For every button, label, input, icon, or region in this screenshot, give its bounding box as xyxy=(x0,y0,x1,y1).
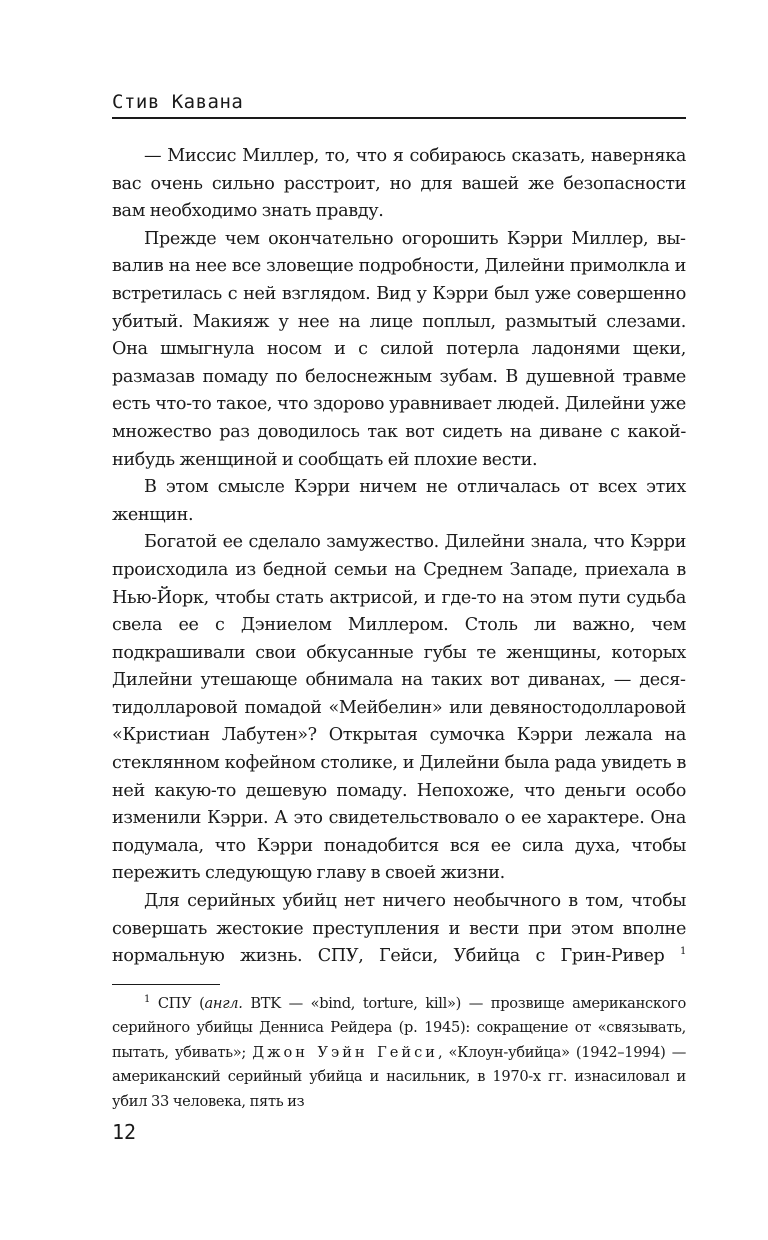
footnote-text: СПУ ( xyxy=(157,995,205,1012)
footnote-divider xyxy=(112,984,220,985)
paragraph: Прежде чем окончательно огорошить Кэрри Миллер, вывалив на нее все зловещие подробности, Дилейни примолкла и встретилась с ней взглядом. Вид у Кэрри был уже совершенно убитый. Макияж у нее на лице поплыл, размытый слезами. Она шмыгнула носом и с силой потерла ладонями щеки, размазав помаду по белоснежным зубам. В душевной травме есть что-то такое, что здорово уравнивает людей. Дилейни уже множество раз доводилось так вот сидеть на диване с какой-нибудь женщиной и сообщать ей плохие вести. xyxy=(112,228,686,470)
footnotes xyxy=(112,992,686,1114)
main-text xyxy=(112,143,686,971)
page-number: 12 xyxy=(112,1120,137,1144)
running-head xyxy=(112,90,686,119)
paragraph: Богатой ее сделало замужество. Дилейни знала, что Кэрри происходила из бедной семьи на Среднем Западе, приехала в Нью-Йорк, чтобы стать актрисой, и где-то на этом пути судьба свела ее с Дэниелом Миллером. Столь ли важно, чем подкрашивали свои обкусанные губы те женщины, которых Дилейни утешающе обнимала на таких вот диванах, — десятидолларовой помадой «Мейбелин» или девяностодолларовой «Кристиан Лабутен»? Открытая сумочка Кэрри лежала на стеклянном кофейном столике, и Дилейни была рада увидеть в ней какую-то дешевую помаду. Непохоже, что деньги особо изменили Кэрри. А это свидетельствовало о ее характере. Она подумала, что Кэрри понадобится вся ее сила духа, чтобы пережить следующую главу в своей жизни. xyxy=(112,532,686,884)
footnote-text: , «Клоун-убийца» (1942–1994) — американский серийный убийца и насильник, в 1970-х гг. изнасиловал и убил 33 человека, пять из xyxy=(112,1043,687,1110)
footnote-text: BTK — «bind, torture, kill») — прозвище американского серийного убийцы Денниса Рейдера (р. 1945): сокращение от «связывать, пытать, убивать»; xyxy=(112,995,687,1061)
paragraph-last xyxy=(112,888,686,971)
footnote-name: Джон Уэйн Гейси xyxy=(252,1043,439,1061)
footnote-marker: 1 xyxy=(144,994,151,1006)
footnote-reference[interactable]: 1 xyxy=(679,946,686,958)
paragraph: В этом смысле Кэрри ничем не отличалась от всех этих женщин. xyxy=(112,477,686,525)
footnote-lang-abbrev: англ. xyxy=(204,995,243,1012)
running-head-title: Стив Кавана xyxy=(112,91,244,113)
paragraph-text: Для серийных убийц нет ничего необычного в том, чтобы совершать жестокие преступления и вести при этом вполне нормальную жизнь. СПУ, Гейси, Убийца с Грин-Ривер xyxy=(112,891,686,967)
footnote-1 xyxy=(112,992,686,1114)
paragraph: — Миссис Миллер, то, что я собираюсь сказать, наверняка вас очень сильно расстроит, но для вашей же безопасности вам необходимо знать правду. xyxy=(112,146,686,222)
